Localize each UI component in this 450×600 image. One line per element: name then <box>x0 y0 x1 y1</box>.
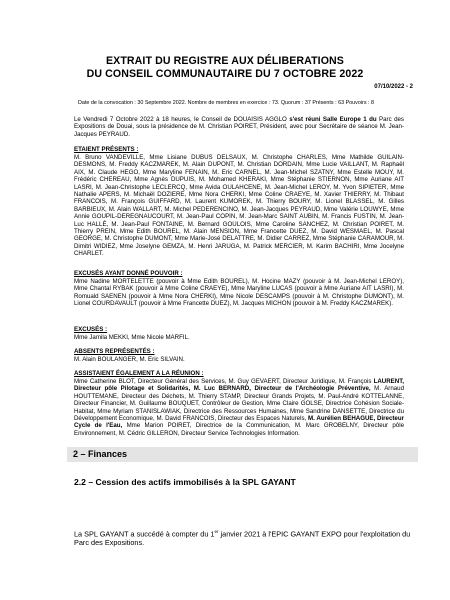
assistaient-list <box>74 378 404 437</box>
assistaient-text-1: Mme Catherine BLOT, Directeur Général des Services, M. Guy GEVAERT, Directeur Juridique, M. François <box>74 378 374 385</box>
excuses-pouvoir-heading: EXCUSÉS AYANT DONNÉ POUVOIR : <box>74 270 183 277</box>
subsection-title: 2.2 – Cession des actifs immobilisés à la SPL GAYANT <box>74 477 296 487</box>
excuses-pouvoir-list: Mme Nadine MORTELETTE (pouvoir à Mme Edith BOUREL), M. Hocine MAZY (pouvoir à M. Jean-Michel LEROY), Mme Chantal RYBAK (pouvoir à Mme Coline CRAEYE), Mme Maryline LUCAS (pouvoir à Mme Auriane AIT LASRI), M. Romuald SAENEN (pouvoir à Mme Nora CHERKI), Mme Nicole DESCAMPS (pouvoir à M. Christophe DUMONT), M. Lionel COURDAVAULT (pouvoir à Mme Francette DUEZ), M. Jacques MICHON (pouvoir à M. Freddy KACZMAREK). <box>74 278 404 308</box>
presents-heading: ETAIENT PRÉSENTS : <box>74 146 139 153</box>
excuses-list: Mme Jamila MEKKI, Mme Nicole MARFIL. <box>74 334 190 341</box>
assistaient-text-bold-2: M. Aurélien BEHAGUE, Directeur Cycle de l'Eau, <box>74 415 404 430</box>
section-body-text-2: janvier 2021 à l'EPIC GAYANT EXPO pour l'exploitation du Parc des Expositions. <box>74 529 411 548</box>
absents-representes-list: M. Alain BOULANGER, M. Eric SILVAIN. <box>74 356 185 363</box>
assistaient-text-2: M. Arnaud HOUTTEMANE, Directeur des Déchets, M. Thierry STAMP, Directeur Grands Projets, M. Paul-André KOTTELANNE, Directeur Financier, M. Guillaume BOUQUET, Contrôleur de Gestion, Mme Claire GOLSE, Directrice Cohésion Sociale-Habitat, Mme Myriam STANISLAWIAK, Directrice des Ressources Humaines, Mme Sandrine DANSETTE, Directrice du Développement Economique, M. David FRANCOIS, Directeur des Espaces Naturels, <box>74 385 404 423</box>
section-band <box>67 447 418 462</box>
absents-representes-heading: ABSENTS REPRÉSENTÉS : <box>74 348 155 355</box>
section-body-text-1: La SPL GAYANT a succédé à compter du 1 <box>74 529 215 539</box>
section-body <box>74 527 414 547</box>
assistaient-text-3: Mme Marion POIRET, Directrice de la Communication, M. Marc GROBELNY, Directeur pôle Environnement, M. Cédric GILLERON, Directeur Service Technologies Information. <box>74 422 405 437</box>
assistaient-heading: ASSISTAIENT ÉGALEMENT A LA RÉUNION : <box>74 370 204 377</box>
deliberation-reference: 07/10/2022 - 2 <box>374 84 413 90</box>
presents-list: M. Bruno VANDEVILLE, Mme Lisiane DUBUS DELSAUX, M. Christophe CHARLES, Mme Mathilde GUILAIN-DESMONS, M. Freddy KACZMAREK, M. Alain DUPONT, M. Christian DORDAIN, Mme Lucie VAILLANT, M. Raphaël AIX, M. Claude HEGO, Mme Maryline FENAIN, M. Eric CARNEL, M. Jean-Michel SZATNY, Mme Estelle MOUY, M. Frédéric CHEREAU, Mme Agnès DUPUIS, M. Mohamed KHERAKI, Mme Stéphanie STIERNON, Mme Auriane AIT LASRI, M. Jean-Christophe LECLERCQ, Mme Avida OULAHCENE, M. Jean-Michel LEROY, M. Yvon SIPIETER, Mme Nathalie APERS, M. Michaël DOZIERE, Mme Nora CHERKI, Mme Coline CRAEYE, M. Xavier THIERRY, M. Thibaut FRANCOIS, M. François GUIFFARD, M. Laurent KUMOREK, M. Thierry BOURY, M. Lionel BLASSEL, M. Gilles BARBIEUX, M. Alain WALLART, M. Michel PEDERENCINO, M. Jean-Jacques PEYRAUD, Mme Valérie LOUWYE, Mme Annie GOUPIL-DEREGNAUCOURT, M. Jean-Paul COPIN, M. Jean-Marc SAINT AUBIN, M. Francis FUSTIN, M. Jean-Luc HALLÉ, M. Jean-Paul FONTAINE, M. Bernard GOULOIS, Mme Caroline SANCHEZ, M. Christian POIRET, M. Thierry PREIN, Mme Edith BOUREL, M. Alain MENSION, Mme Francette DUEZ, M. David WESMAEL, M. Pascal GEORGE, M. Christophe DUMONT, Mme Marie-José DELATTRE, M. Didier CARREZ, Mme Stéphanie CARAMOUR, M. Dimitri WIDIEZ, Mme Joselyne GEMZA, M. Henri JARUGA, M. Patrick MERCIER, M. Karim BACHIRI, Mme Jocelyne CHARLET. <box>74 154 404 258</box>
excuses-heading: EXCUSÉS : <box>74 326 108 333</box>
intro-text-1: Le Vendredi 7 Octobre 2022 à 18 heures, le Conseil de DOUAISIS AGGLO <box>74 116 290 123</box>
intro-text-bold: s'est réuni Salle Europe 1 du <box>289 116 377 123</box>
section-title: 2 – Finances <box>73 449 128 459</box>
document-title-line-2: DU CONSEIL COMMUNAUTAIRE DU 7 OCTOBRE 2022 <box>86 68 364 80</box>
convocation-meta: Date de la convocation : 30 Septembre 2022. Nombre de membres en exercice : 73. Quorum : 37 Présents : 63 Pouvoirs : 8 <box>78 100 375 106</box>
section-body-sup: er <box>214 529 219 534</box>
assistaient-text-bold-1: LAURENT, Directeur pôle Pilotage et Solidarités, M. Luc BERNARD, Directeur de l'Archéologie Préventive, <box>74 378 404 393</box>
document-title-line-1: EXTRAIT DU REGISTRE AUX DÉLIBERATIONS <box>106 55 344 67</box>
intro-text-2: Parc des Expositions de Douai, sous la présidence de M. Christian POIRET, Président, avec pour Secrétaire de séance M. Jean-Jacques PEYRAUD. <box>74 116 404 138</box>
intro-paragraph <box>74 116 404 138</box>
